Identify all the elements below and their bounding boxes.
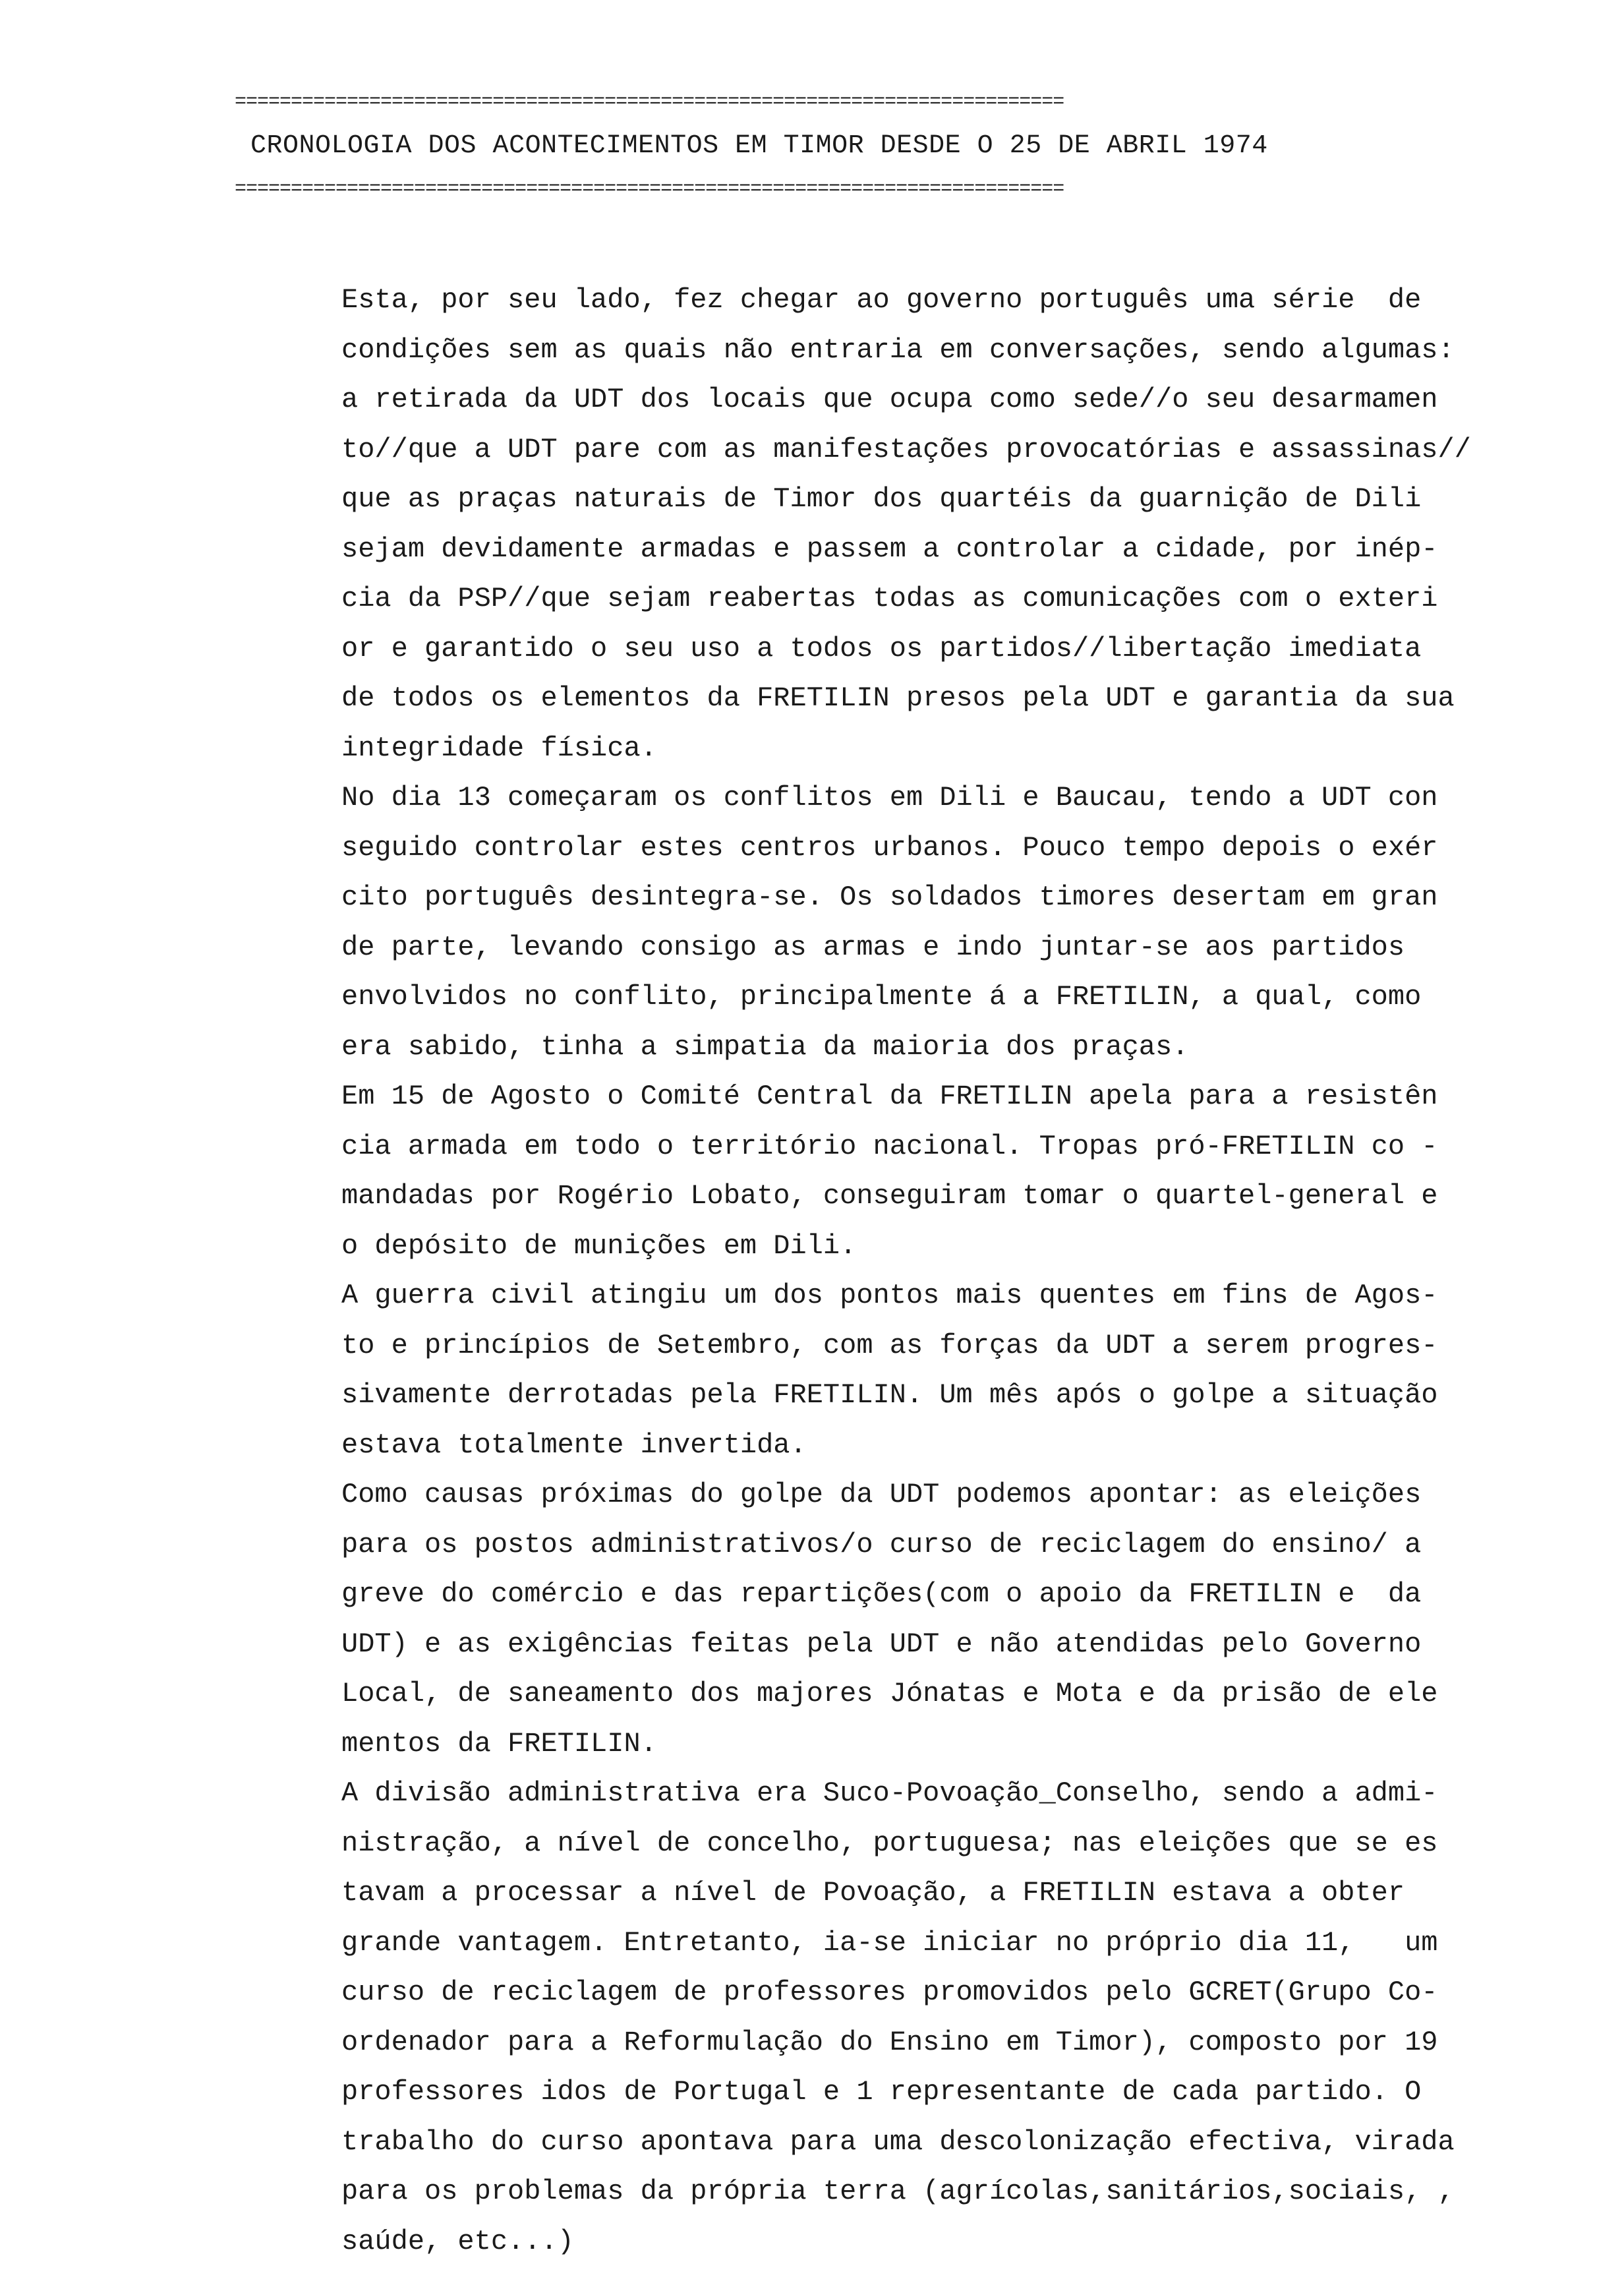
text-line: Local, de saneamento dos majores Jónatas e Mota e da prisão de ele [341,1678,1438,1709]
text-line: UDT) e as exigências feitas pela UDT e não atendidas pelo Governo [341,1628,1422,1660]
text-line: o depósito de munições em Dili. [341,1230,857,1262]
text-line: Em 15 de Agosto o Comité Central da FRETILIN apela para a resistên [341,1081,1438,1112]
body-text [341,276,1471,2267]
text-line: Esta, por seu lado, fez chegar ao governo português uma série de [341,284,1422,316]
text-line: grande vantagem. Entretanto, ia-se iniciar no próprio dia 11, um [341,1926,1438,1959]
header-rule-top: ========================================================================== [235,92,1064,112]
text-line: to e princípios de Setembro, com as forças da UDT a serem progres- [341,1329,1438,1361]
text-line: A guerra civil atingiu um dos pontos mais quentes em fins de Agos- [341,1280,1438,1311]
text-line: para os postos administrativos/o curso de reciclagem do ensino/ a [341,1528,1422,1561]
text-line: Como causas próximas do golpe da UDT podemos apontar: as eleições [341,1479,1422,1510]
text-line: de todos os elementos da FRETILIN presos pela UDT e garantia da sua [341,682,1455,714]
text-line: sejam devidamente armadas e passem a controlar a cidade, por inép- [341,533,1438,565]
text-line: cia armada em todo o território nacional. Tropas pró-FRETILIN co - [341,1130,1438,1162]
text-line: envolvidos no conflito, principalmente á a FRETILIN, a qual, como [341,981,1422,1013]
text-line: mandadas por Rogério Lobato, conseguiram tomar o quartel-general e [341,1180,1438,1212]
text-line: ordenador para a Reformulação do Ensino em Timor), composto por 19 [341,2026,1438,2058]
text-line: saúde, etc...) [341,2225,574,2257]
text-line: a retirada da UDT dos locais que ocupa como sede//o seu desarmamen [341,384,1438,415]
text-line: curso de reciclagem de professores promovidos pelo GCRET(Grupo Co- [341,1977,1438,2008]
text-line: professores idos de Portugal e 1 representante de cada partido. O [341,2076,1422,2108]
page-header [235,92,1316,199]
text-line: de parte, levando consigo as armas e indo juntar-se aos partidos [341,931,1405,963]
text-line: to//que a UDT pare com as manifestações provocatórias e assassinas// [341,433,1471,465]
text-line: condições sem as quais não entraria em conversações, sendo algumas: [341,334,1455,366]
text-line: sivamente derrotadas pela FRETILIN. Um mês após o golpe a situação [341,1379,1438,1411]
text-line: trabalho do curso apontava para uma descolonização efectiva, virada [341,2126,1455,2158]
text-line: tavam a processar a nível de Povoação, a FRETILIN estava a obter [341,1877,1405,1909]
text-line: No dia 13 começaram os conflitos em Dili e Baucau, tendo a UDT con [341,782,1438,814]
text-line: seguido controlar estes centros urbanos. Pouco tempo depois o exér [341,831,1438,864]
text-line: cito português desintegra-se. Os soldados timores desertam em gran [341,881,1438,913]
header-rule-bottom: ========================================================================== [235,179,1064,199]
page-title: CRONOLOGIA DOS ACONTECIMENTOS EM TIMOR DESDE O 25 DE ABRIL 1974 [250,131,1268,161]
text-line: integridade física. [341,732,657,764]
text-line: para os problemas da própria terra (agrícolas,sanitários,sociais, , [341,2176,1455,2207]
text-line: nistração, a nível de concelho, portuguesa; nas eleições que se es [341,1827,1438,1859]
text-line: or e garantido o seu uso a todos os partidos//libertação imediata [341,632,1422,665]
text-line: cia da PSP//que sejam reabertas todas as comunicações com o exteri [341,583,1438,614]
text-line: estava totalmente invertida. [341,1429,807,1461]
text-line: greve do comércio e das repartições(com o apoio da FRETILIN e da [341,1578,1422,1610]
text-line: mentos da FRETILIN. [341,1727,657,1760]
text-line: A divisão administrativa era Suco-Povoação_Conselho, sendo a admi- [341,1777,1438,1809]
text-line: era sabido, tinha a simpatia da maioria dos praças. [341,1030,1189,1063]
text-line: que as praças naturais de Timor dos quartéis da guarnição de Dili [341,483,1422,515]
